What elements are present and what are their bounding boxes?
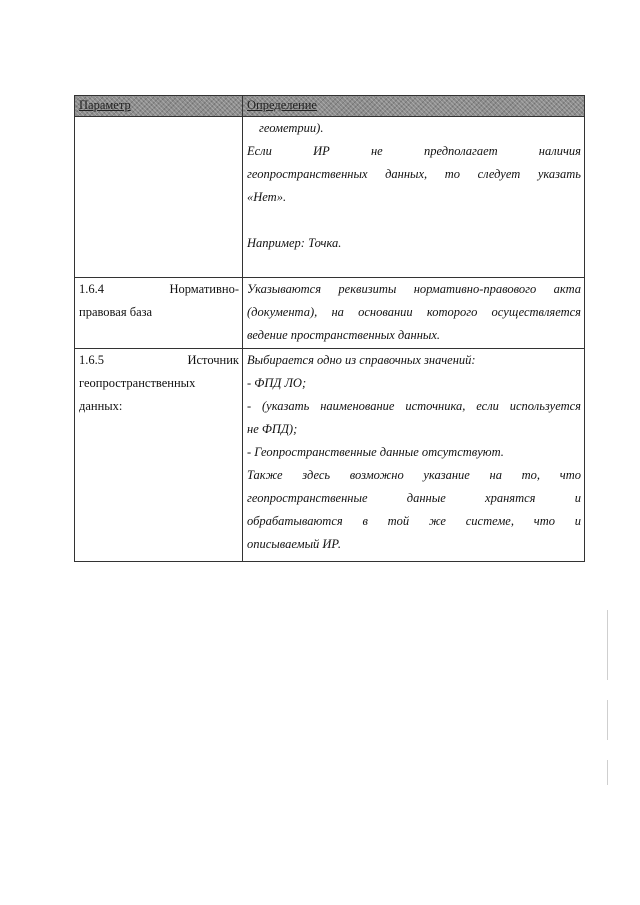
definition-line: - Геопространственные данные отсутствуют. — [247, 445, 504, 459]
param-name-cont: геопространственных — [79, 376, 196, 390]
definition-line: - ФПД ЛО; — [247, 376, 307, 390]
scan-artifact — [607, 760, 608, 785]
definition-line: (документа), на основании которого осуществляется — [247, 305, 581, 319]
definition-line: «Нет». — [247, 190, 287, 204]
definition-line: Указываются реквизиты нормативно-правового акта — [247, 282, 581, 296]
definition-line: - (указать наименование источника, если используется — [247, 399, 581, 413]
param-cell — [75, 278, 243, 349]
param-name: Источник — [187, 353, 239, 367]
header-definition: Определение — [243, 96, 585, 117]
scan-artifact — [607, 610, 608, 680]
definition-line: описываемый ИР. — [247, 537, 341, 551]
definition-line: геопространственные данные хранятся и — [247, 491, 581, 505]
definition-line: ведение пространственных данных. — [247, 328, 441, 342]
param-name-cont: данных: — [79, 399, 123, 413]
definition-cell — [243, 117, 585, 278]
param-number: 1.6.4 — [79, 282, 104, 296]
definition-cell — [243, 278, 585, 349]
definition-cell — [243, 349, 585, 562]
param-number: 1.6.5 — [79, 353, 104, 367]
definition-line: Если ИР не предполагает наличия — [247, 144, 581, 158]
definition-line: Также здесь возможно указание на то, что — [247, 468, 581, 482]
definition-line: Например: Точка. — [247, 236, 342, 250]
header-param: Параметр — [75, 96, 243, 117]
definition-line: обрабатываются в той же системе, что и — [247, 514, 581, 528]
table-row — [75, 349, 585, 562]
scan-artifact — [607, 700, 608, 740]
table-row — [75, 117, 585, 278]
parameters-table — [74, 95, 585, 562]
param-name-cont: правовая база — [79, 305, 153, 319]
table-header-row — [75, 96, 585, 117]
definition-line: не ФПД); — [247, 422, 298, 436]
definition-line: Выбирается одно из справочных значений: — [247, 353, 476, 367]
definition-line: геопространственных данных, то следует указать — [247, 167, 581, 181]
param-cell — [75, 349, 243, 562]
param-name: Нормативно- — [169, 282, 239, 296]
table-row — [75, 278, 585, 349]
param-cell — [75, 117, 243, 278]
definition-line: геометрии). — [259, 121, 324, 135]
